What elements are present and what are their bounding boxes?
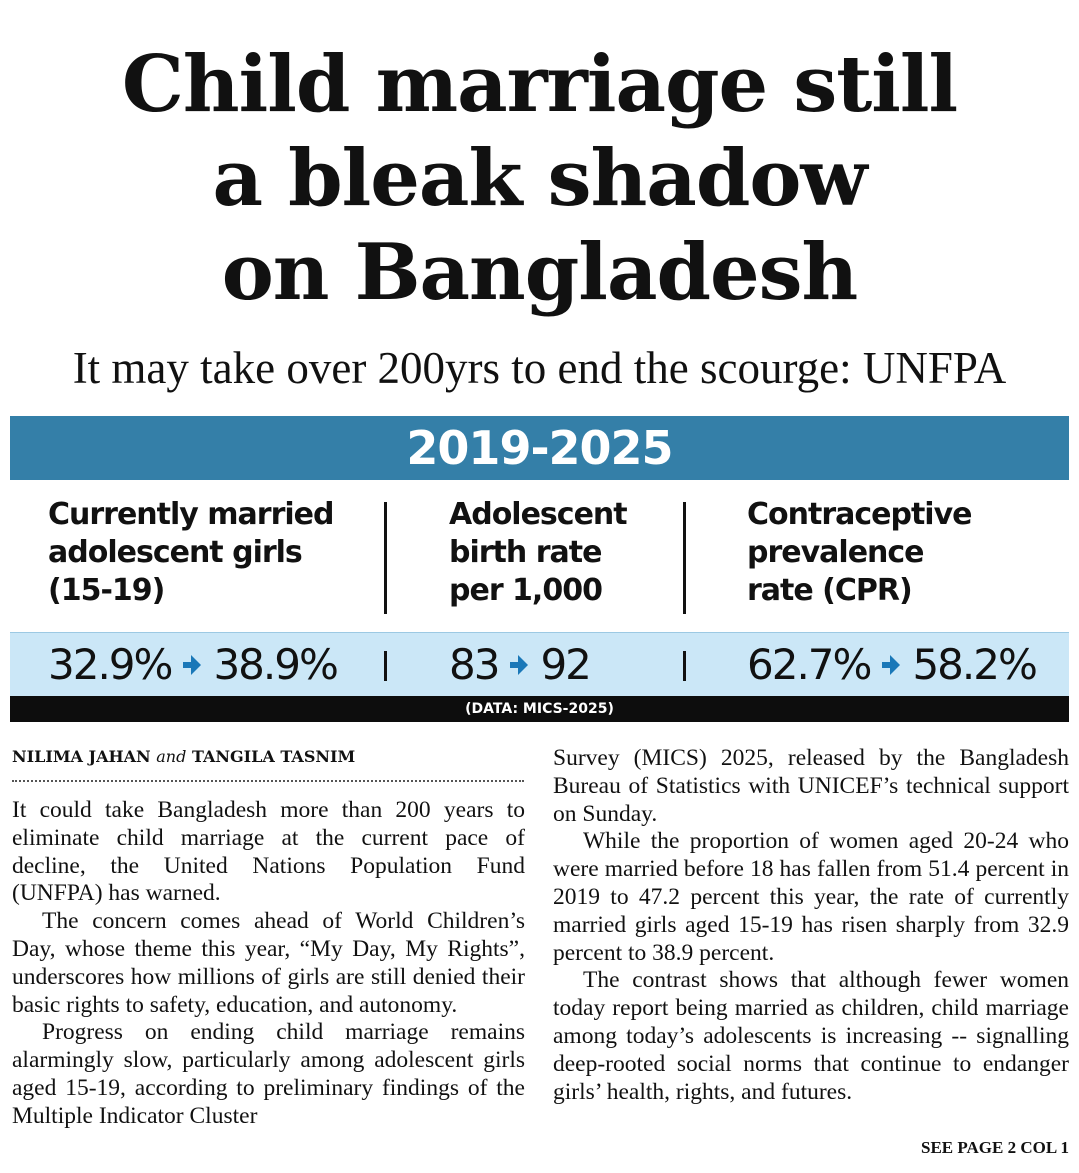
- infographic: [10, 416, 1069, 724]
- paragraph: While the proportion of women aged 20-24 who were married before 18 has fallen from 51.4 percent in 2019 to 47.2 percent this year, the rate of currently married girls aged 15-19 has risen sharply from 32.9 percent to 38.9 percent.: [553, 828, 1069, 966]
- column-divider: [384, 502, 387, 614]
- value-separator: [683, 651, 686, 681]
- indicator-value-cpr: [747, 633, 1036, 697]
- label-line: Contraceptive: [747, 497, 972, 532]
- headline-line-2: a bleak shadow: [212, 133, 867, 224]
- value-separator: [384, 651, 387, 681]
- value-from: 32.9%: [48, 640, 172, 689]
- byline: [12, 746, 524, 768]
- indicator-label-cpr: [747, 496, 972, 610]
- byline-author-2: TANGILA TASNIM: [191, 747, 356, 766]
- article-column-left: [12, 797, 525, 1131]
- label-line: prevalence: [747, 535, 924, 570]
- indicator-label-married-girls: [48, 496, 334, 610]
- value-to: 58.2%: [912, 640, 1036, 689]
- indicator-label-birth-rate: [449, 496, 627, 610]
- paragraph: Progress on ending child marriage remains alarmingly slow, particularly among adolescent girls aged 15-19, according to preliminary findings of the Multiple Indicator Cluster: [12, 1019, 525, 1129]
- headline: [0, 38, 1079, 320]
- article-column-right: [553, 745, 1069, 1106]
- headline-line-1: Child marriage still: [121, 39, 958, 130]
- indicator-value-married-girls: [48, 633, 337, 697]
- value-from: 62.7%: [747, 640, 871, 689]
- label-line: (15-19): [48, 573, 165, 608]
- value-to: 92: [540, 640, 590, 689]
- infographic-period: 2019-2025: [10, 416, 1069, 480]
- arrow-right-icon: [181, 652, 203, 678]
- arrow-right-icon: [508, 652, 530, 678]
- infographic-values: [10, 632, 1069, 696]
- label-line: per 1,000: [449, 573, 602, 608]
- indicator-value-birth-rate: [449, 633, 590, 697]
- label-line: Currently married: [48, 497, 334, 532]
- infographic-labels: [10, 480, 1069, 634]
- arrow-right-icon: [880, 652, 902, 678]
- byline-conjunction: and: [156, 747, 187, 766]
- subheadline: It may take over 200yrs to end the scourge: UNFPA: [72, 343, 1007, 393]
- paragraph: Survey (MICS) 2025, released by the Bangladesh Bureau of Statistics with UNICEF’s technical support on Sunday.: [553, 745, 1069, 827]
- label-line: adolescent girls: [48, 535, 302, 570]
- byline-author-1: NILIMA JAHAN: [12, 747, 151, 766]
- column-divider: [683, 502, 686, 614]
- data-source: (DATA: MICS-2025): [10, 696, 1069, 722]
- paragraph: It could take Bangladesh more than 200 years to eliminate child marriage at the current pace of decline, the United Nations Population Fund (UNFPA) has warned.: [12, 797, 525, 907]
- byline-divider: [12, 780, 524, 782]
- paragraph: The concern comes ahead of World Children’s Day, whose theme this year, “My Day, My Rights”, underscores how millions of girls are still denied their basic rights to safety, education, and autonomy.: [12, 908, 525, 1018]
- continuation-note[interactable]: SEE PAGE 2 COL 1: [921, 1138, 1069, 1157]
- headline-line-3: on Bangladesh: [221, 227, 858, 318]
- value-to: 38.9%: [213, 640, 337, 689]
- label-line: birth rate: [449, 535, 602, 570]
- label-line: rate (CPR): [747, 573, 912, 608]
- label-line: Adolescent: [449, 497, 627, 532]
- value-from: 83: [449, 640, 499, 689]
- paragraph: The contrast shows that although fewer women today report being married as children, child marriage among today’s adolescents is increasing -- signalling deep-rooted social norms that continue to endanger girls’ health, rights, and futures.: [553, 967, 1069, 1105]
